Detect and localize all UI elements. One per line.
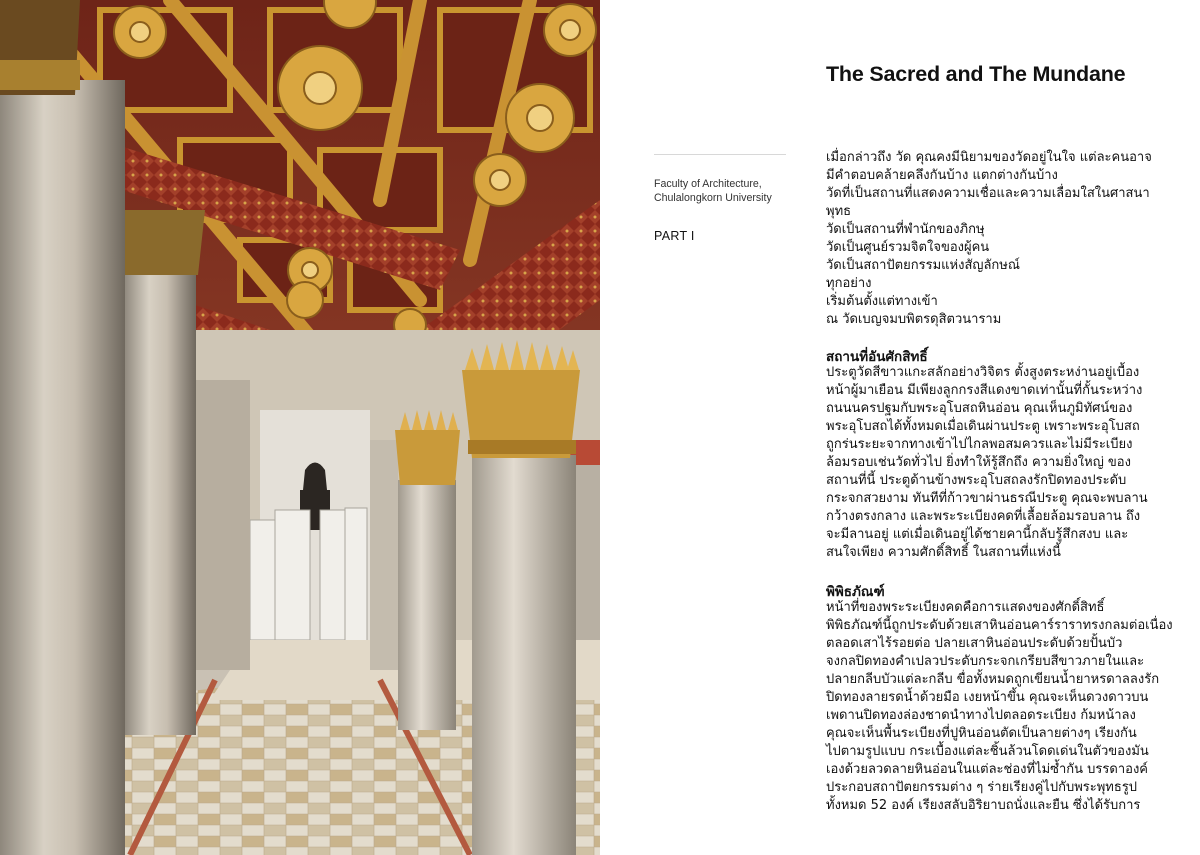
- paragraph-line: ทุกอย่าง: [826, 276, 872, 291]
- paragraph-line: วัดเป็นสถานที่พำนักของภิกษุ: [826, 222, 985, 237]
- paragraph-line: มีคำตอบคล้ายคลึงกันบ้าง แตกต่างกันบ้าง: [826, 168, 1058, 183]
- paragraph-line: จงกลปิดทองคำเปลวประดับกระจกเกรียบสีขาวภายในและ: [826, 654, 1145, 669]
- paragraph-line: พิพิธภัณฑ์นี้ถูกประดับด้วยเสาหินอ่อนคาร์ราราทรงกลมต่อเนื่อง: [826, 618, 1173, 633]
- section-heading: สถานที่อันศักสิทธิ์: [826, 349, 928, 365]
- paragraph-line: ถูกร่นระยะจากทางเข้าไปไกลพอสมควรและไม่มีระเบียง: [826, 437, 1133, 452]
- paragraph-line: คุณจะเห็นพื้นระเบียงที่ปูหินอ่อนตัดเป็นลายต่างๆ เรียงกัน: [826, 726, 1137, 741]
- paragraph-line: กว้างตรงกลาง และพระระเบียงคดที่เลื้อยล้อมรอบลาน ถึง: [826, 509, 1141, 524]
- divider-rule: [654, 154, 786, 155]
- paragraph-line: สถานที่นี้ ประตูด้านข้างพระอุโบสถลงรักปิดทองประดับ: [826, 473, 1127, 488]
- paragraph-line: ณ วัดเบญจมบพิตรดุสิตวนาราม: [826, 312, 1002, 327]
- intro-paragraph: [826, 149, 1166, 329]
- paragraph-line: ประตูวัดสีขาวแกะสลักอย่างวิจิตร ตั้งสูงตระหง่านอยู่เบื้อง: [826, 365, 1140, 380]
- paragraph-line: วัดที่เป็นสถานที่แสดงความเชื่อและความเลื่อมใสในศาสนา: [826, 186, 1150, 201]
- paragraph-line: พระอุโบสถได้ทั้งหมดเมื่อเดินผ่านประตู เพราะพระอุโบสถ: [826, 419, 1140, 434]
- paragraph-line: เองด้วยลวดลายหินอ่อนในแต่ละช่องที่ไม่ซ้ำกัน บรรดาองค์: [826, 762, 1148, 777]
- paragraph-line: ปิดทองลายรดน้ำด้วยมือ เงยหน้าขึ้น คุณจะเห็นดวงดาวบน: [826, 690, 1149, 705]
- paragraph-line: หน้าผู้มาเยือน มีเพียงลูกกรงสีแดงขาดเท่านั้นที่กั้นระหว่าง: [826, 383, 1143, 398]
- paragraph-line: ปลายกลีบบัวแต่ละกลีบ ขื่อทั้งหมดถูกเขียนน้ำยาหรดาลลงรัก: [826, 672, 1160, 687]
- paragraph-line: ทั้งหมด 52 องค์ เรียงสลับอิริยาบถนั่งและยืน ซึ่งได้รับการ: [826, 798, 1141, 813]
- paragraph-line: ประกอบสถาปัตยกรรมต่าง ๆ ร่ายเรียงคู่ไปกับพระพุทธรูป: [826, 780, 1138, 795]
- part-label: PART I: [654, 229, 695, 243]
- affiliation-line: Chulalongkorn University: [654, 191, 772, 204]
- page-title: The Sacred and The Mundane: [826, 62, 1126, 86]
- section-heading: พิพิธภัณฑ์: [826, 584, 885, 600]
- paragraph-line: ถนนนครปฐมกับพระอุโบสถหินอ่อน คุณเห็นภูมิทัศน์ของ: [826, 401, 1133, 416]
- affiliation-line: Faculty of Architecture,: [654, 178, 762, 190]
- paragraph-line: กระจกสวยงาม ทันทีที่ก้าวขาผ่านธรณีประตู คุณจะพบลาน: [826, 491, 1148, 506]
- paragraph-line: หน้าที่ของพระระเบียงคดคือการแสดงของศักดิ์สิทธิ์: [826, 600, 1105, 615]
- paragraph-line: ตลอดเสาไร้รอยต่อ ปลายเสาหินอ่อนประดับด้วยปั้นบัว: [826, 636, 1123, 651]
- paragraph-line: ล้อมรอบเช่นวัดทั่วไป ยิ่งทำให้รู้สึกถึง ความยิ่งใหญ่ ของ: [826, 455, 1131, 470]
- paragraph-line: วัดเป็นศูนย์รวมจิตใจของผู้คน: [826, 240, 990, 255]
- paragraph-line: เมื่อกล่าวถึง วัด คุณคงมีนิยามของวัดอยู่ในใจ แต่ละคนอาจ: [826, 150, 1152, 165]
- paragraph-line: จะมีลานอยู่ แต่เมื่อเดินอยู่ได้ชายคานี้กลับรู้สึกสงบ และ: [826, 527, 1129, 542]
- paragraph-line: ไปตามรูปแบบ กระเบื้องแต่ละชิ้นล้วนโดดเด่นในตัวของมัน: [826, 744, 1149, 759]
- section-paragraph: [826, 364, 1166, 562]
- paragraph-line: สนใจเพียง ความศักดิ์สิทธิ์ ในสถานที่แห่งนี้: [826, 545, 1061, 560]
- paragraph-line: เพดานปิดทองล่องชาดนำทางไปตลอดระเบียง ก้มหน้าลง: [826, 708, 1136, 723]
- section-paragraph: [826, 599, 1173, 815]
- paragraph-line: พุทธ: [826, 204, 852, 219]
- paragraph-line: เริ่มต้นตั้งแต่ทางเข้า: [826, 294, 938, 309]
- affiliation: [654, 178, 772, 205]
- paragraph-line: วัดเป็นสถาปัตยกรรมแห่งสัญลักษณ์: [826, 258, 1020, 273]
